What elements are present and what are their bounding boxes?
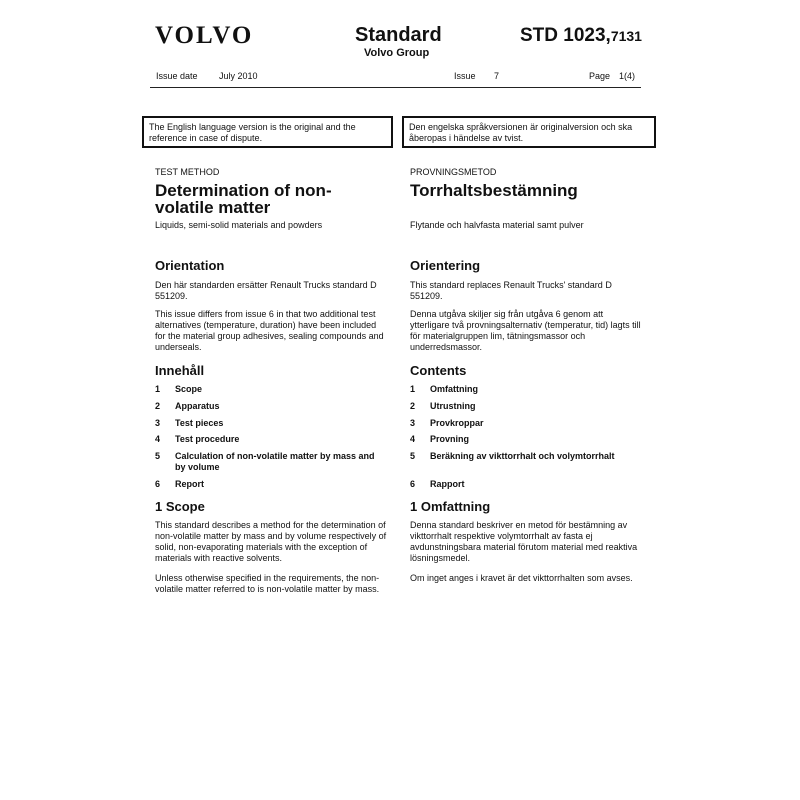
page-label: Page xyxy=(589,71,611,81)
left-toc-item[interactable]: Report xyxy=(175,479,204,489)
standard-number-suffix: 7131 xyxy=(610,28,642,44)
left-toc-item[interactable]: Test procedure xyxy=(175,434,240,444)
left-title-line2: volatile matter xyxy=(155,198,271,217)
left-toc-item[interactable]: Scope xyxy=(175,384,203,394)
left-scope-heading: 1 Scope xyxy=(155,499,205,514)
right-toc-item[interactable]: Beräkning av vikttorrhalt och volymtorrhalt xyxy=(430,451,615,461)
issue-date-label: Issue date xyxy=(156,71,198,81)
header-rule xyxy=(150,87,641,88)
right-toc-num: 3 xyxy=(410,418,416,428)
left-scope-p1: This standard describes a method for the determination of non-volatile matter by mass and by volume respectively of solid, non-evaporating materials with the exception of materials with reactive solvents. xyxy=(155,520,387,563)
right-toc-num: 4 xyxy=(410,434,416,444)
right-subtitle: Flytande och halvfasta material samt pulver xyxy=(410,220,584,230)
right-toc-num: 5 xyxy=(410,451,416,461)
right-scope-heading: 1 Omfattning xyxy=(410,499,491,514)
left-category: TEST METHOD xyxy=(155,167,220,177)
organization: Volvo Group xyxy=(364,47,430,59)
issue-date-value: July 2010 xyxy=(219,71,258,81)
right-orientation-heading: Orientering xyxy=(410,258,481,273)
left-toc-num: 6 xyxy=(155,479,161,489)
left-orientation-p2: This issue differs from issue 6 in that two additional test alternatives (temperature, duration) have been included for the material group adhesives, sealing compounds and underseals. xyxy=(155,309,384,352)
standard-number-main: STD 1023, xyxy=(520,25,611,46)
right-toc-item[interactable]: Provkroppar xyxy=(430,418,484,428)
right-scope-p2: Om inget anges i kravet är det vikttorrhalten som avses. xyxy=(410,573,633,583)
left-toc-item[interactable]: Apparatus xyxy=(175,401,220,411)
left-orientation-p1: Den här standarden ersätter Renault Trucks standard D 551209. xyxy=(155,280,377,301)
left-toc-num: 1 xyxy=(155,384,161,394)
right-toc-heading: Contents xyxy=(410,363,467,378)
notice-box-english: The English language version is the original and the reference in case of dispute. xyxy=(142,116,393,148)
right-toc-item[interactable]: Omfattning xyxy=(430,384,478,394)
right-toc-num: 6 xyxy=(410,479,416,489)
left-toc-num: 2 xyxy=(155,401,161,411)
left-subtitle: Liquids, semi-solid materials and powders xyxy=(155,220,323,230)
left-toc-num: 5 xyxy=(155,451,161,461)
right-toc-num: 1 xyxy=(410,384,416,394)
standard-number xyxy=(520,25,642,47)
notice-box-swedish: Den engelska språkversionen är originalversion och ska åberopas i händelse av tvist. xyxy=(402,116,656,148)
left-title-line1: Determination of non- xyxy=(155,181,332,200)
issue-value: 7 xyxy=(494,71,500,81)
left-toc-num: 4 xyxy=(155,434,161,444)
left-toc-num: 3 xyxy=(155,418,161,428)
right-scope-p1: Denna standard beskriver en metod för bestämning av vikttorrhalt respektive volymtorrhalt av fasta ej avdunstningsbara material förutom material med reaktiva lösningsmedel. xyxy=(410,520,638,563)
right-orientation-p2: Denna utgåva skiljer sig från utgåva 6 genom att ytterligare två provningsalternativ (temperatur, tid) lagts till för materialgruppen lim, tätningsmassor och underredsmassor. xyxy=(410,309,641,352)
right-title: Torrhaltsbestämning xyxy=(410,181,578,200)
left-toc-item[interactable]: Test pieces xyxy=(175,418,224,428)
issue-label: Issue xyxy=(454,71,476,81)
volvo-logo: VOLVO xyxy=(155,22,254,49)
document-type: Standard xyxy=(355,24,442,46)
left-toc-heading: Innehåll xyxy=(155,363,205,378)
right-toc-item[interactable]: Provning xyxy=(430,434,470,444)
left-orientation-heading: Orientation xyxy=(155,258,225,273)
right-toc-item[interactable]: Utrustning xyxy=(430,401,476,411)
left-scope-p2: Unless otherwise specified in the requirements, the non-volatile matter referred to is non-volatile matter by mass. xyxy=(155,573,380,594)
right-orientation-p1: This standard replaces Renault Trucks' standard D 551209. xyxy=(410,280,612,301)
right-toc-num: 2 xyxy=(410,401,416,411)
right-category: PROVNINGSMETOD xyxy=(410,167,497,177)
right-toc-item[interactable]: Rapport xyxy=(430,479,465,489)
left-toc-item[interactable]: Calculation of non-volatile matter by mass and by volume xyxy=(175,451,375,472)
page-value: 1(4) xyxy=(619,71,636,81)
